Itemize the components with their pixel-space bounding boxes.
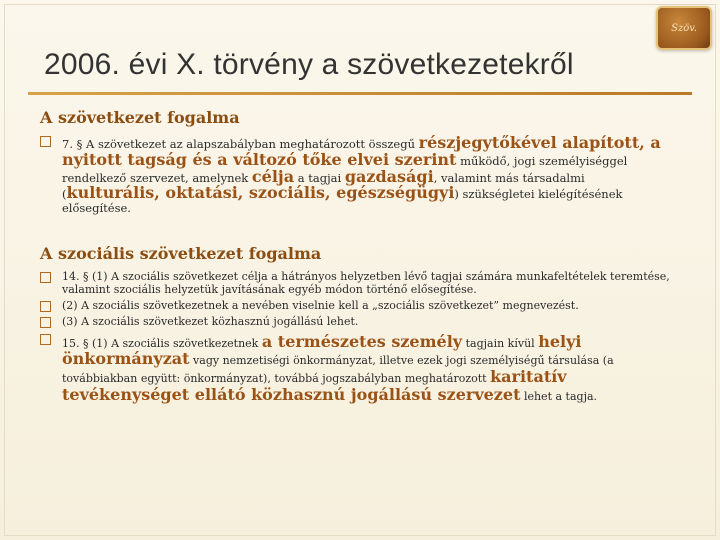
text-span: vagy nemzetiségi önkormányzat, illetve ezek jogi személyiségű társulása (a továbbiakban együtt: önkormányzat), továbbá jogszabályban meghatározott [62, 354, 614, 386]
emphasis-charitable-org: karitatív tevékenységet ellátó közhasznú jogállású szervezet [62, 367, 567, 405]
paragraph-14-2 [40, 300, 680, 312]
paragraph-14-1 [40, 271, 680, 296]
emphasis-share-capital: részjegytőkével alapított, a nyitott tagság és a változó tőke elvei szerint [62, 133, 661, 169]
text-span: tagjain kívül [462, 336, 539, 350]
paragraph-text: (2) A szociális szövetkezetnek a nevében viselnie kell a „szociális szövetkezet” megnevezést. [62, 298, 579, 312]
text-span: lehet a tagja. [520, 390, 598, 404]
logo-text: Szöv. [671, 22, 697, 34]
section-heading-social-cooperative: A szociális szövetkezet fogalma [40, 244, 322, 264]
text-span: ) szükségletei kielégítésének elősegítése. [62, 187, 623, 216]
emphasis-local-government: helyi önkormányzat [62, 331, 582, 369]
emphasis-social-needs: kulturális, oktatási, szociális, egészségügyi [66, 183, 455, 203]
title-underline [28, 92, 692, 95]
slide-title: 2006. évi X. törvény a szövetkezetekről [44, 48, 574, 81]
slide-content [40, 108, 680, 408]
paragraph-text: 14. § (1) A szociális szövetkezet célja a hátrányos helyzetben lévő tagjai számára munkafeltételek teremtése, valamint szociális helyzetük javításának egyéb módon történő elősegítése. [62, 270, 670, 296]
emphasis-goal: célja [251, 166, 295, 186]
paragraph-7-section [40, 135, 680, 214]
paragraph-14-3 [40, 316, 680, 328]
text-span: , valamint más társadalmi ( [62, 170, 585, 202]
square-bullet-icon [40, 136, 51, 147]
emphasis-economic: gazdasági [344, 166, 434, 186]
emphasis-natural-person: a természetes személy [261, 331, 463, 351]
square-bullet-icon [40, 334, 51, 345]
paragraph-15-1 [40, 333, 680, 405]
text-span: 7. § A szövetkezet az alapszabályban meghatározott összegű [62, 137, 419, 151]
square-bullet-icon [40, 272, 51, 283]
paragraph-text: (3) A szociális szövetkezet közhasznú jogállású lehet. [62, 315, 359, 329]
text-span: működő, jogi személyiséggel rendelkező szervezet, amelynek [62, 153, 628, 185]
text-span: 15. § (1) A szociális szövetkezetnek [62, 336, 262, 350]
text-span: a tagjai [294, 170, 345, 185]
section-heading-cooperative: A szövetkezet fogalma [40, 108, 240, 127]
logo-badge [656, 6, 712, 50]
square-bullet-icon [40, 301, 51, 312]
square-bullet-icon [40, 317, 51, 328]
